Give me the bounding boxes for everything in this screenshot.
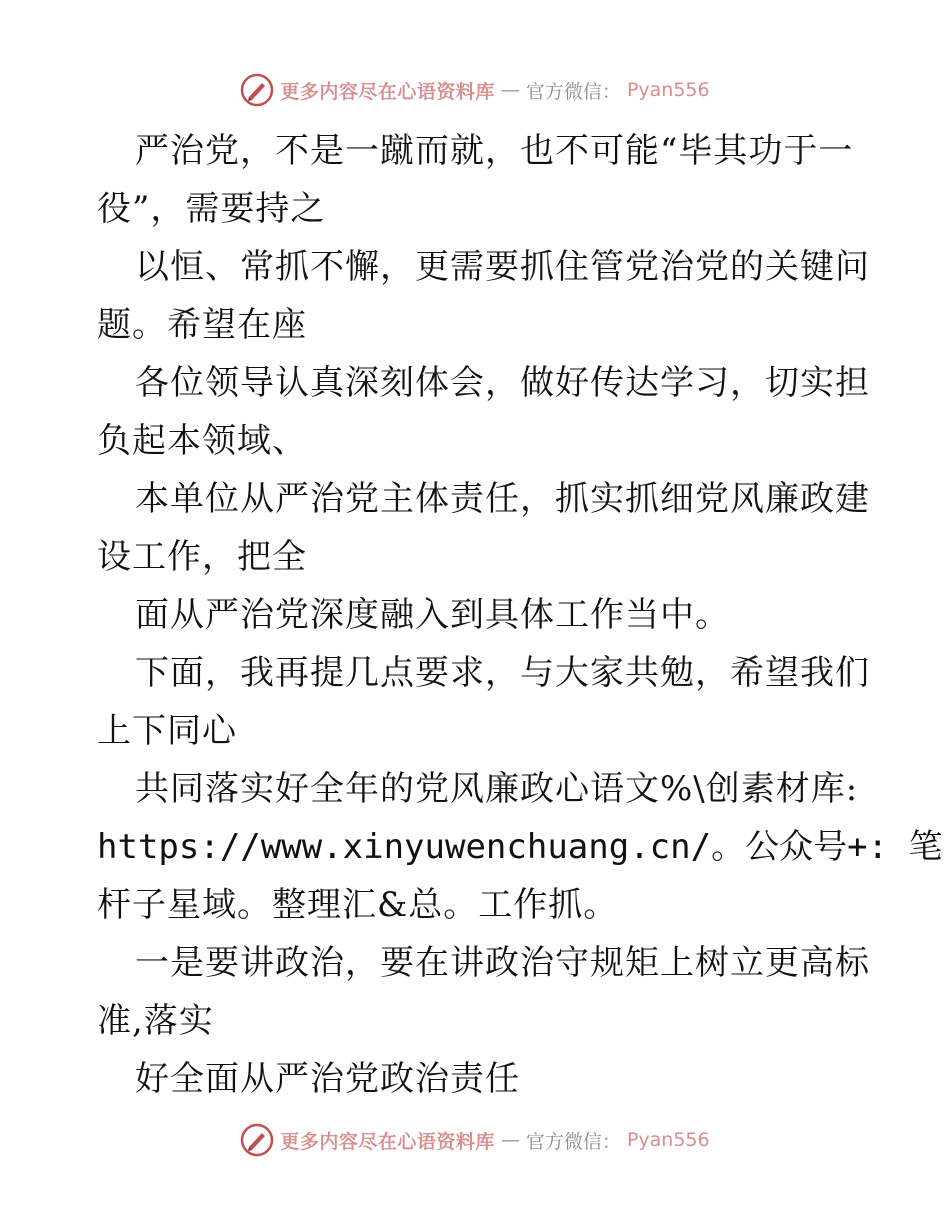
pen-logo-icon xyxy=(240,1123,274,1157)
footer-watermark xyxy=(0,1120,950,1160)
text-line: 本单位从严治党主体责任，抓实抓细党风廉政建 xyxy=(135,479,870,519)
text-line: 下面，我再提几点要求，与大家共勉，希望我们 xyxy=(135,653,870,693)
watermark-separator: — xyxy=(500,79,520,101)
text-line: 一是要讲政治，要在讲政治守规矩上树立更高标 xyxy=(135,943,870,983)
text-line-url: https://www.xinyuwenchuang.cn/。公众号+: 笔 xyxy=(97,827,943,867)
text-line: 面从严治党深度融入到具体工作当中。 xyxy=(135,595,730,635)
watermark-title: 更多内容尽在心语资料库 xyxy=(280,1130,495,1153)
text-line: 题。希望在座 xyxy=(97,305,307,345)
text-line: 准,落实 xyxy=(97,1001,214,1041)
text-line: 好全面从严治党政治责任 xyxy=(135,1059,520,1099)
pen-logo-icon xyxy=(240,73,274,107)
watermark-wechat-label: 官方微信： xyxy=(525,80,621,103)
text-line: 以恒、常抓不懈，更需要抓住管党治党的关键问 xyxy=(135,247,870,287)
text-line: 杆子星域。整理汇&总。工作抓。 xyxy=(97,885,619,925)
watermark-title: 更多内容尽在心语资料库 xyxy=(280,80,495,103)
text-line: 各位领导认真深刻体会，做好传达学习，切实担 xyxy=(135,363,870,403)
text-line: 共同落实好全年的党风廉政心语文%\创素材库: xyxy=(135,769,859,809)
watermark-wechat-label: 官方微信： xyxy=(525,1130,621,1153)
text-line: 上下同心 xyxy=(97,711,237,751)
text-line: 役”，需要持之 xyxy=(97,189,326,229)
watermark-separator: — xyxy=(500,1129,520,1151)
text-line: 严治党，不是一蹴而就，也不可能“毕其功于一 xyxy=(135,131,854,171)
document-body xyxy=(97,122,943,1108)
text-line: 设工作，把全 xyxy=(97,537,307,577)
watermark-wechat-id: Pyan556 xyxy=(626,79,710,101)
watermark-wechat-id: Pyan556 xyxy=(626,1129,710,1151)
header-watermark xyxy=(0,70,950,110)
text-line: 负起本领域、 xyxy=(97,421,307,461)
